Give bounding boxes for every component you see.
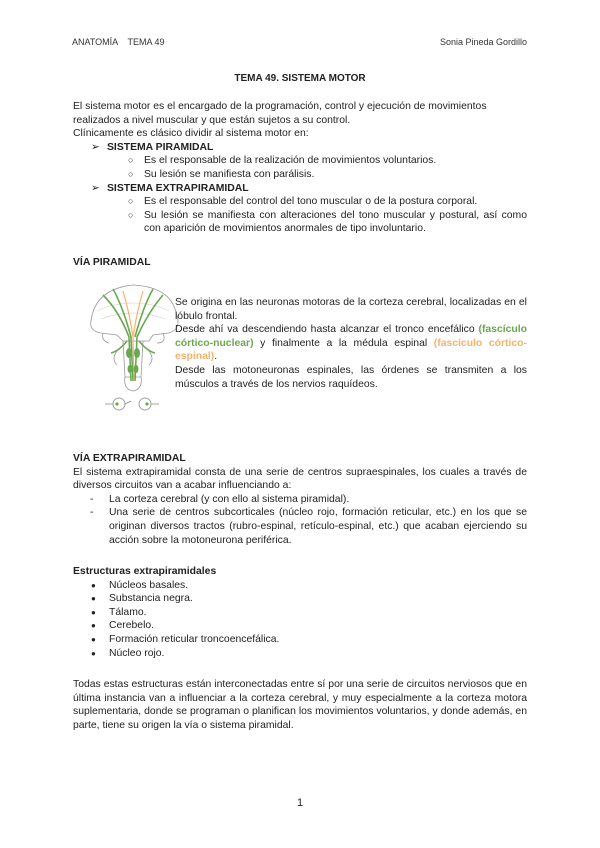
page-title: TEMA 49. SISTEMA MOTOR: [234, 73, 366, 84]
via-piramidal-text: [175, 296, 527, 391]
list-item: - Una serie de centros subcorticales (núcleo rojo, formación reticular, etc.) en los que se originan diversos tractos (rubro-espinal, retículo-espinal, etc.) que acaban ejerciendo su acción sobre la motoneurona periférica.: [90, 507, 527, 546]
estructuras-heading: Estructuras extrapiramidales: [73, 566, 217, 577]
page-number: 1: [296, 797, 304, 809]
list-item: ● Núcleo rojo.: [91, 647, 165, 659]
division-extrapiramidal: ➢ SISTEMA EXTRAPIRAMIDAL: [91, 182, 249, 194]
division-piramidal: ➢ SISTEMA PIRAMIDAL: [91, 141, 214, 153]
list-item: - La corteza cerebral (y con ello al sistema piramidal).: [90, 493, 350, 505]
piramidal-paragraph-transmission: Desde las motoneuronas espinales, las órdenes se transmiten a los músculos a través de los nervios raquídeos.: [175, 364, 527, 390]
piramidal-paragraph-path: Desde ahí va descendiendo hasta alcanzar el tronco encefálico (fascículo córtico-nuclear) y finalmente a la médula espinal (fascículo córtico-espinal).: [175, 324, 527, 363]
intro-paragraph: El sistema motor es el encargado de la programación, control y ejecución de movimientos realizados a nivel muscular y que están sujetos a su control.: [73, 101, 487, 126]
fasciculo-cortico-nuclear: (fascículo córtico-nuclear): [175, 324, 527, 349]
list-item: ● Cerebelo.: [91, 620, 155, 632]
list-item: ● Substancia negra.: [91, 593, 193, 605]
list-item: ○ Es el responsable de la realización de movimientos voluntarios.: [128, 155, 437, 167]
extrapiramidal-paragraph: El sistema extrapiramidal consta de una serie de centros supraespinales, los cuales a través de diversos circuitos van a acabar influenciando a:: [73, 466, 527, 492]
header-course: ANATOMÍA TEMA 49: [72, 37, 165, 47]
list-item: ● Núcleos basales.: [91, 579, 189, 591]
motor-divisions-list: [73, 141, 527, 236]
via-extrapiramidal-heading: VÍA EXTRAPIRAMIDAL: [73, 453, 186, 464]
list-item: ○ Su lesión se manifiesta con parálisis.: [128, 168, 315, 180]
list-item: ● Tálamo.: [91, 606, 147, 618]
intro-classification: Clínicamente es clásico dividir al sistema motor en:: [73, 128, 309, 140]
fasciculo-cortico-espinal: (fascículo córtico-espinal): [175, 337, 527, 363]
conclusion-section: [73, 678, 527, 732]
via-piramidal-heading: VÍA PIRAMIDAL: [73, 257, 151, 268]
header-author: Sonia Pineda Gordillo: [439, 37, 527, 47]
extrapiramidal-targets-list: [73, 493, 527, 547]
estructuras-list: [73, 579, 527, 661]
piramidal-paragraph-origin: Se origina en las neuronas motoras de la corteza cerebral, localizadas en el lóbulo frontal.: [175, 297, 527, 322]
estructuras-section: [73, 565, 527, 660]
conclusion-paragraph: Todas estas estructuras están interconectadas entre sí por una serie de circuitos nerviosos que en última instancia van a influenciar a la corteza cerebral, y muy especialmente a la corteza motora suplementaria, donde se programan o planifican los movimientos voluntarios, y donde además, en parte, tiene su origen la vía o sistema piramidal.: [73, 679, 527, 731]
list-item: ● Formación reticular troncoencefálica.: [91, 633, 280, 645]
list-item: ○ Es el responsable del control del tono muscular o de la postura corporal.: [128, 196, 478, 208]
list-item: ○ Su lesión se manifiesta con alteraciones del tono muscular y postural, así como con aparición de movimientos anormales de tipo involuntario.: [128, 209, 527, 235]
intro-section: [73, 100, 527, 236]
via-extrapiramidal-section: [73, 452, 527, 547]
